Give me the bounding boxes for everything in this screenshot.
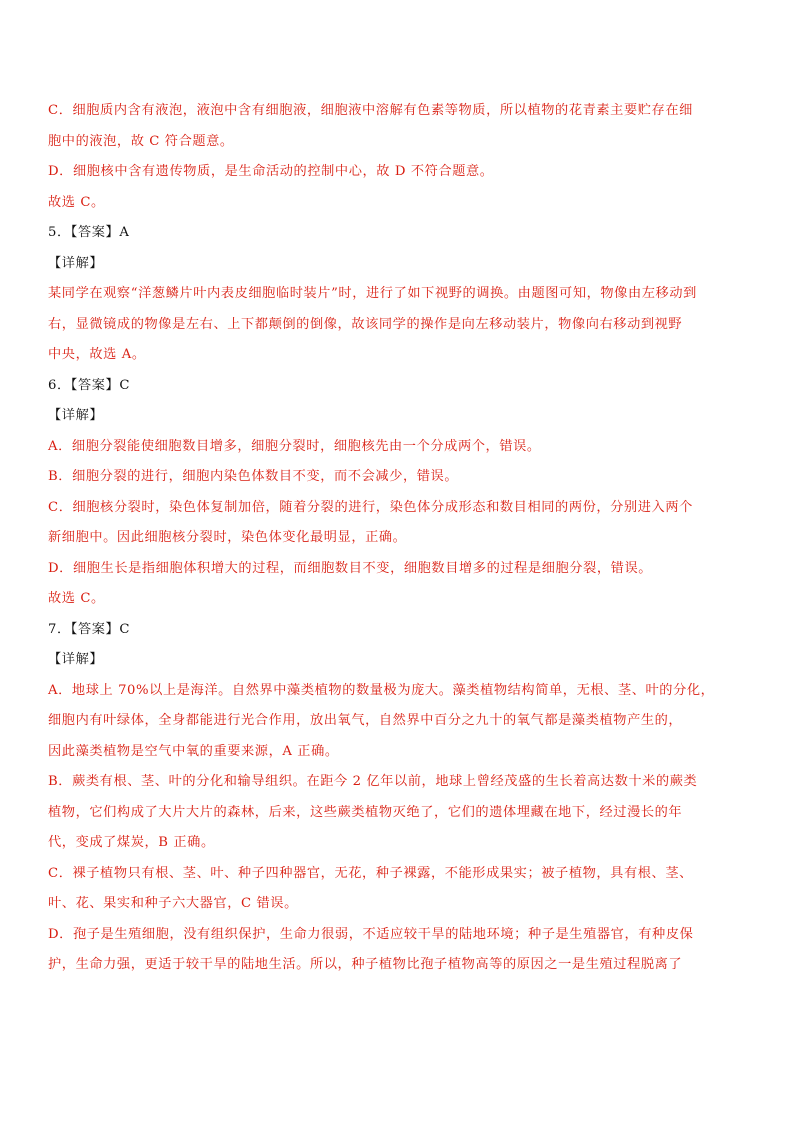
text-line: 叶、花、果实和种子六大器官，C 错误。 (48, 896, 298, 911)
text-line: C．细胞核分裂时，染色体复制加倍，随着分裂的进行，染色体分成形态和数目相同的两份，分别进入两个 (48, 499, 693, 515)
answer-heading: 7．【答案】C (48, 621, 131, 637)
text-line: C．细胞质内含有液泡，液泡中含有细胞液，细胞液中溶解有色素等物质，所以植物的花青素主要贮存在细 (48, 103, 693, 118)
answer-heading: 6．【答案】C (48, 377, 131, 393)
text-line: 故选 C。 (48, 591, 105, 606)
text-line: D．孢子是生殖细胞，没有组织保护，生命力很弱，不适应较干旱的陆地环境；种子是生殖器官，有种皮保 (48, 926, 694, 942)
text-line: 代，变成了煤炭，B 正确。 (48, 835, 215, 850)
detail-heading: 【详解】 (48, 255, 104, 271)
text-line: 右，显微镜成的物像是左右、上下都颠倒的倒像，故该同学的操作是向左移动装片，物像向右移动到视野 (48, 316, 683, 332)
text-line: D．细胞生长是指细胞体积增大的过程，而细胞数目不变，细胞数目增多的过程是细胞分裂，错误。 (48, 560, 653, 576)
text-line: A．细胞分裂能使细胞数目增多，细胞分裂时，细胞核先由一个分成两个，错误。 (48, 438, 541, 454)
text-line: 新细胞中。因此细胞核分裂时，染色体变化最明显，正确。 (48, 530, 407, 545)
detail-heading: 【详解】 (48, 408, 104, 423)
text-line: 胞中的液泡，故 C 符合题意。 (48, 133, 234, 149)
text-line: D．细胞核中含有遗传物质，是生命活动的控制中心，故 D 不符合题意。 (48, 164, 494, 179)
answer-heading: 5．【答案】A (48, 225, 130, 240)
document-body (48, 96, 748, 981)
text-line: 细胞内有叶绿体，全身都能进行光合作用，放出氧气，自然界中百分之九十的氧气都是藻类植物产生的， (48, 713, 683, 728)
text-line: 某同学在观察“洋葱鳞片叶内表皮细胞临时装片”时，进行了如下视野的调换。由题图可知，物像由左移动到 (48, 286, 697, 301)
text-line: 故选 C。 (48, 194, 105, 210)
text-line: B．蕨类有根、茎、叶的分化和输导组织。在距今 2 亿年以前，地球上曾经茂盛的生长着高达数十米的蕨类 (48, 774, 698, 789)
text-line: A．地球上 70%以上是海洋。自然界中藻类植物的数量极为庞大。藻类植物结构简单，无根、茎、叶的分化， (48, 682, 715, 698)
text-line: 中央，故选 A。 (48, 347, 146, 362)
text-line: B．细胞分裂的进行，细胞内染色体数目不变，而不会减少，错误。 (48, 469, 459, 484)
text-line: 植物，它们构成了大片大片的森林，后来，这些蕨类植物灭绝了，它们的遗体埋藏在地下，经过漫长的年 (48, 804, 683, 820)
detail-heading: 【详解】 (48, 652, 104, 667)
text-line: 护，生命力强，更适于较干旱的陆地生活。所以，种子植物比孢子植物高等的原因之一是生殖过程脱离了 (48, 957, 683, 972)
text-line: 因此藻类植物是空气中氧的重要来源，A 正确。 (48, 743, 339, 759)
text-line: C．裸子植物只有根、茎、叶、种子四种器官，无花，种子裸露，不能形成果实；被子植物，具有根、茎、 (48, 865, 693, 881)
